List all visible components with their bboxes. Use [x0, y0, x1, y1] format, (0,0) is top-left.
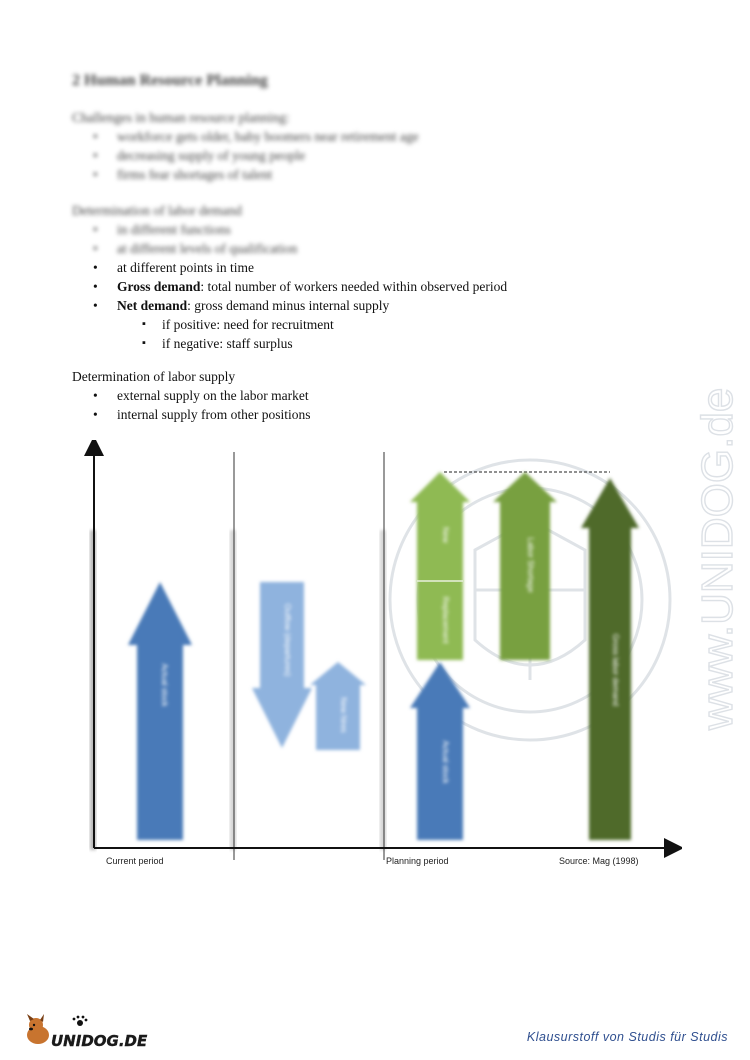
gross-demand-term: Gross demand: [117, 279, 201, 294]
list-item: • at different levels of qualification: [72, 239, 507, 258]
list-item: • decreasing supply of young people: [72, 146, 419, 165]
challenges-section: [72, 108, 419, 184]
list-item: • workforce gets older, baby boomers near retirement age: [72, 127, 419, 146]
new-hires-label: New hires: [339, 697, 348, 733]
labor-supply-list: [72, 386, 310, 424]
challenges-list: [72, 127, 419, 184]
current-period-label: Current period: [106, 856, 164, 866]
footer-tagline: Klausurstoff von Studis für Studis: [526, 1030, 728, 1044]
dog-icon: [27, 1014, 49, 1044]
net-demand-sublist: [72, 315, 507, 353]
source-label: Source: Mag (1998): [559, 856, 639, 866]
watermark-text: www.UNIDOG.de: [693, 387, 742, 730]
labor-demand-list: [72, 220, 507, 315]
new-hires-arrow: [310, 662, 366, 750]
unidog-logo: [22, 1013, 152, 1049]
paw-icon: [73, 1016, 88, 1026]
new-replacement-arrow: [410, 472, 470, 660]
list-item: • firms fear shortages of talent: [72, 165, 419, 184]
actual-stock-current-label: Actual stock: [160, 663, 169, 707]
list-item: • internal supply from other positions: [72, 405, 310, 424]
period-bar: [230, 530, 236, 850]
period-bar: [380, 530, 386, 850]
outflow-arrow: [252, 582, 312, 748]
list-item: ▪ if positive: need for recruitment: [72, 315, 507, 334]
page-heading: 2 Human Resource Planning: [72, 72, 268, 89]
labor-supply-title: Determination of labor supply: [72, 369, 236, 384]
net-demand-item: [72, 296, 507, 315]
list-item: • in different functions: [72, 220, 507, 239]
labor-planning-diagram: [82, 440, 682, 880]
period-separators: [90, 452, 386, 860]
gross-demand-text: : total number of workers needed within observed period: [200, 279, 508, 294]
labor-demand-section: [72, 201, 507, 353]
net-demand-text: : gross demand minus internal supply: [187, 298, 390, 313]
new-label: New: [441, 526, 450, 544]
logo-text: UNIDOG.DE: [51, 1032, 148, 1049]
challenges-title: Challenges in human resource planning:: [72, 110, 290, 125]
replacement-label: Replacement: [441, 596, 450, 644]
net-demand-term: Net demand: [117, 298, 188, 313]
labor-supply-section: [72, 367, 310, 424]
gross-labor-demand-arrow: [581, 478, 639, 840]
labor-demand-title: Determination of labor demand: [72, 203, 242, 218]
labor-shortage-label: Labor Shortage: [526, 537, 535, 593]
list-item: ▪ if negative: staff surplus: [72, 334, 507, 353]
actual-stock-planning-arrow: [410, 662, 470, 840]
labor-shortage-arrow: [493, 472, 557, 660]
gross-labor-demand-label: Gross labor demand: [611, 633, 620, 707]
gross-demand-item: [72, 277, 507, 296]
actual-stock-planning-label: Actual stock: [441, 740, 450, 784]
planning-period-label: Planning period: [386, 856, 449, 866]
outflow-label: Outflow (departures): [283, 603, 292, 677]
list-item: • at different points in time: [72, 258, 507, 277]
actual-stock-current-arrow: [128, 582, 192, 840]
list-item: • external supply on the labor market: [72, 386, 310, 405]
